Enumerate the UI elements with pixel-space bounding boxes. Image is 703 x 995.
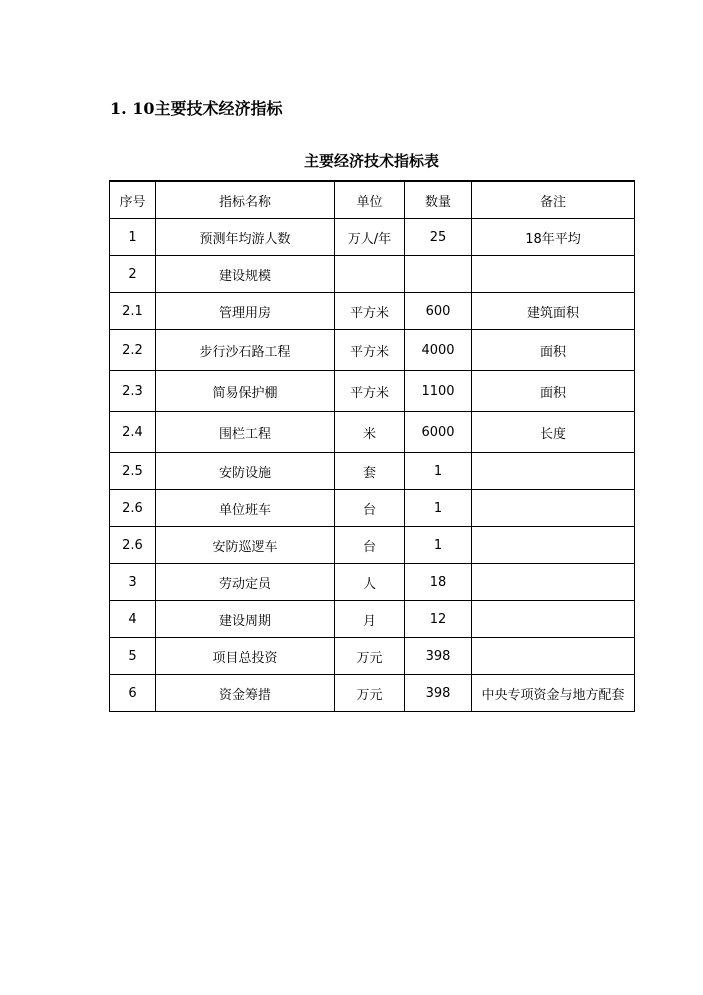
cell-unit <box>335 256 405 293</box>
header-note: 备注 <box>472 181 635 219</box>
cell-unit: 万元 <box>335 638 405 675</box>
cell-note <box>472 453 635 490</box>
cell-note: 中央专项资金与地方配套 <box>472 675 635 712</box>
table-row <box>110 412 635 453</box>
indicators-table <box>109 180 635 712</box>
cell-note: 长度 <box>472 412 635 453</box>
cell-serial: 2.4 <box>110 412 156 453</box>
cell-serial: 2.5 <box>110 453 156 490</box>
cell-note <box>472 601 635 638</box>
cell-unit: 台 <box>335 527 405 564</box>
cell-unit: 万人/年 <box>335 219 405 256</box>
cell-unit: 平方米 <box>335 293 405 330</box>
cell-unit: 套 <box>335 453 405 490</box>
cell-unit: 米 <box>335 412 405 453</box>
cell-note <box>472 490 635 527</box>
cell-quantity: 398 <box>405 675 472 712</box>
cell-unit: 人 <box>335 564 405 601</box>
cell-indicator-name: 建设规模 <box>156 256 335 293</box>
table-row <box>110 527 635 564</box>
header-unit: 单位 <box>335 181 405 219</box>
cell-serial: 2.6 <box>110 527 156 564</box>
cell-quantity: 1 <box>405 453 472 490</box>
cell-unit: 平方米 <box>335 330 405 371</box>
table-row <box>110 638 635 675</box>
cell-serial: 5 <box>110 638 156 675</box>
cell-indicator-name: 建设周期 <box>156 601 335 638</box>
cell-indicator-name: 步行沙石路工程 <box>156 330 335 371</box>
cell-indicator-name: 围栏工程 <box>156 412 335 453</box>
cell-indicator-name: 安防巡逻车 <box>156 527 335 564</box>
table-row <box>110 453 635 490</box>
cell-indicator-name: 项目总投资 <box>156 638 335 675</box>
cell-quantity: 12 <box>405 601 472 638</box>
table-row <box>110 256 635 293</box>
header-serial: 序号 <box>110 181 156 219</box>
cell-unit: 月 <box>335 601 405 638</box>
cell-note: 面积 <box>472 371 635 412</box>
cell-serial: 3 <box>110 564 156 601</box>
cell-quantity: 398 <box>405 638 472 675</box>
cell-quantity <box>405 256 472 293</box>
table-row <box>110 293 635 330</box>
cell-indicator-name: 劳动定员 <box>156 564 335 601</box>
cell-unit: 万元 <box>335 675 405 712</box>
cell-note <box>472 527 635 564</box>
cell-quantity: 600 <box>405 293 472 330</box>
cell-note <box>472 256 635 293</box>
table-row <box>110 219 635 256</box>
cell-serial: 6 <box>110 675 156 712</box>
table-row <box>110 330 635 371</box>
cell-indicator-name: 安防设施 <box>156 453 335 490</box>
cell-note: 建筑面积 <box>472 293 635 330</box>
cell-indicator-name: 资金筹措 <box>156 675 335 712</box>
cell-serial: 2 <box>110 256 156 293</box>
table-header-row <box>110 181 635 219</box>
cell-unit: 平方米 <box>335 371 405 412</box>
cell-quantity: 1 <box>405 490 472 527</box>
cell-quantity: 25 <box>405 219 472 256</box>
header-indicator-name: 指标名称 <box>156 181 335 219</box>
cell-serial: 1 <box>110 219 156 256</box>
table-row <box>110 675 635 712</box>
header-quantity: 数量 <box>405 181 472 219</box>
table-title: 主要经济技术指标表 <box>303 152 439 170</box>
cell-serial: 2.2 <box>110 330 156 371</box>
cell-quantity: 18 <box>405 564 472 601</box>
cell-note: 面积 <box>472 330 635 371</box>
cell-serial: 2.1 <box>110 293 156 330</box>
cell-indicator-name: 管理用房 <box>156 293 335 330</box>
cell-quantity: 6000 <box>405 412 472 453</box>
cell-note <box>472 564 635 601</box>
section-heading: 1. 10主要技术经济指标 <box>110 99 283 118</box>
cell-quantity: 1100 <box>405 371 472 412</box>
cell-indicator-name: 预测年均游人数 <box>156 219 335 256</box>
cell-indicator-name: 简易保护棚 <box>156 371 335 412</box>
cell-indicator-name: 单位班车 <box>156 490 335 527</box>
cell-quantity: 4000 <box>405 330 472 371</box>
table-row <box>110 490 635 527</box>
cell-quantity: 1 <box>405 527 472 564</box>
cell-unit: 台 <box>335 490 405 527</box>
cell-serial: 4 <box>110 601 156 638</box>
table-row <box>110 564 635 601</box>
cell-note: 18年平均 <box>472 219 635 256</box>
cell-serial: 2.3 <box>110 371 156 412</box>
table-row <box>110 371 635 412</box>
table-row <box>110 601 635 638</box>
cell-serial: 2.6 <box>110 490 156 527</box>
cell-note <box>472 638 635 675</box>
